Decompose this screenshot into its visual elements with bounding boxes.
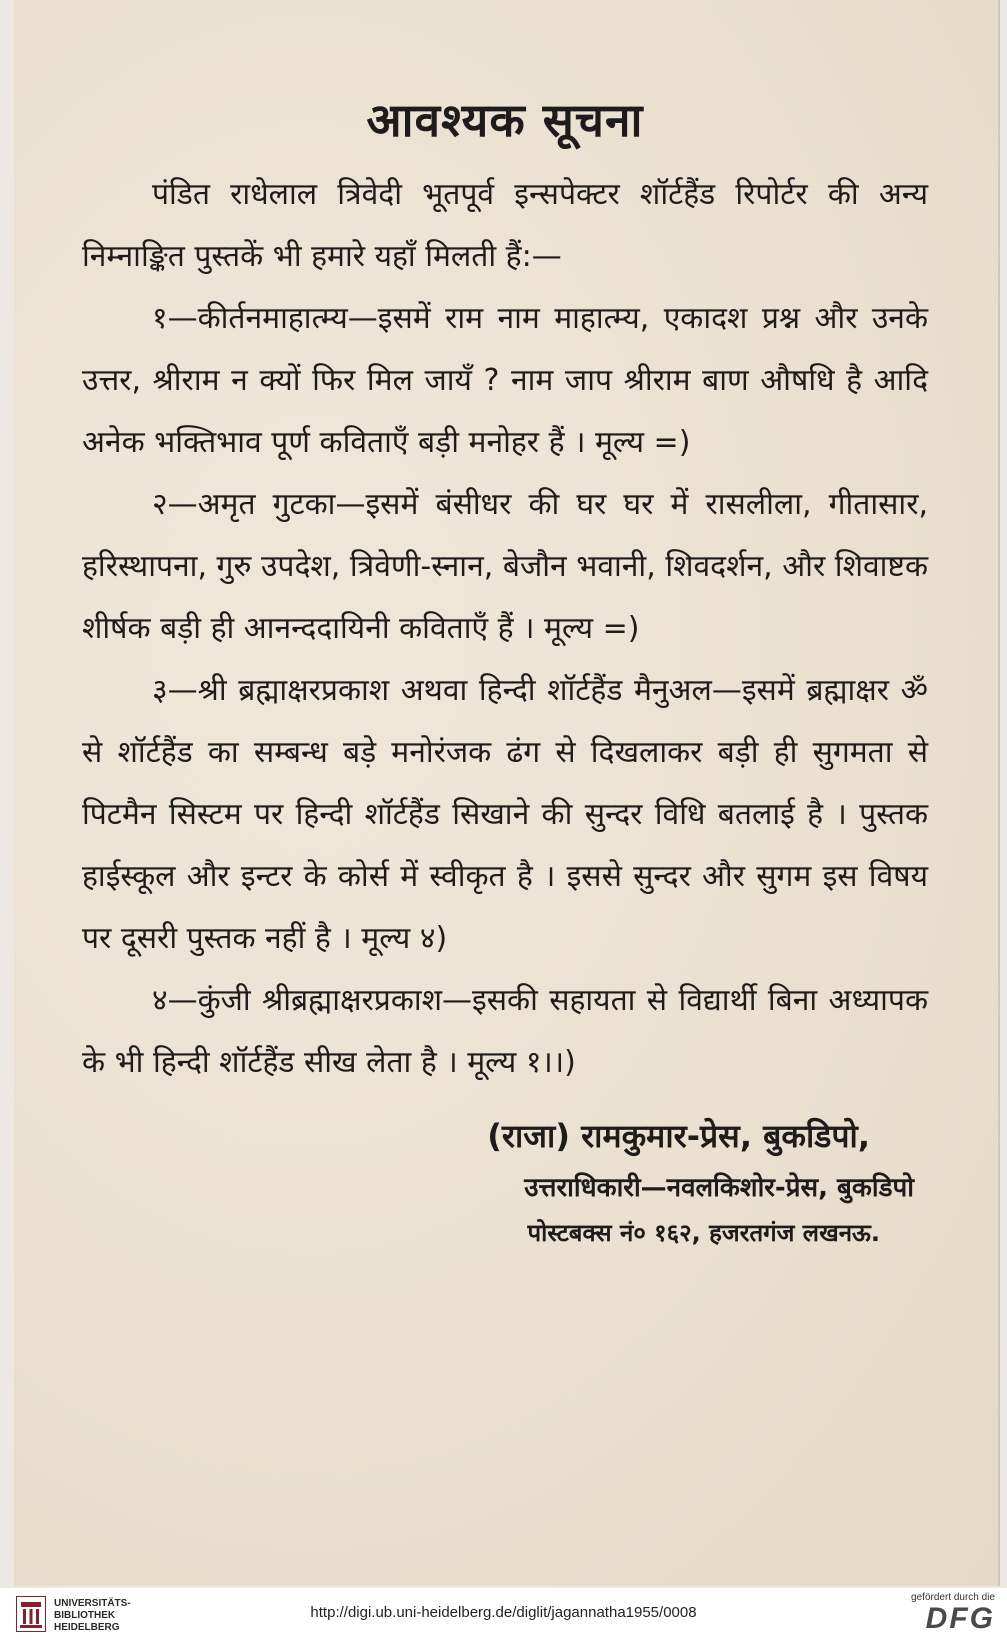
funding-note: gefördert durch die xyxy=(911,1592,995,1603)
library-name-line1: UNIVERSITÄTS- xyxy=(54,1598,131,1609)
book-item-3: ३—श्री ब्रह्माक्षरप्रकाश अथवा हिन्दी शॉर्टहैंड मैनुअल—इसमें ब्रह्माक्षर ॐ से शॉर्टहैंड का सम्बन्ध बड़े मनोरंजक ढंग से दिखलाकर बड़ी ही सुगमता से पिटमैन सिस्टम पर हिन्दी शॉर्टहैंड सिखाने की सुन्दर विधि बतलाई है । पुस्तक हाईस्कूल और इन्टर के कोर्स में स्वीकृत है । इससे सुन्दर और सुगम इस विषय पर दूसरी पुस्तक नहीं है । मूल्य ४) xyxy=(82,673,928,956)
publisher-address: पोस्टबक्स नं० १६२, हजरतगंज लखनऊ. xyxy=(527,1219,880,1247)
book-item-2: २—अमृत गुटका—इसमें बंसीधर की घर घर में रासलीला, गीतासार, हरिस्थापना, गुरु उपदेश, त्रिवेणी-स्नान, बेजौन भवानी, शिवदर्शन, और शिवाष्टक शीर्षक बड़ी ही आनन्ददायिनी कविताएँ हैं । मूल्य =) xyxy=(82,487,928,646)
scanned-page xyxy=(14,0,1000,1586)
book-item-4: ४—कुंजी श्रीब्रह्माक्षरप्रकाश—इसकी सहायता से विद्यार्थी बिना अध्यापक के भी हिन्दी शॉर्टहैंड सीख लेता है । मूल्य १।।) xyxy=(82,983,928,1080)
library-name-line3: HEIDELBERG xyxy=(54,1622,120,1633)
page-title: आवश्यक सूचना xyxy=(366,93,644,147)
dfg-logo: DFG xyxy=(925,1602,995,1635)
book-item-1: १—कीर्तनमाहात्म्य—इसमें राम नाम माहात्म्य, एकादश प्रश्न और उनके उत्तर, श्रीराम न क्यों फिर मिल जायँ ? नाम जाप श्रीराम बाण औषधि है आदि अनेक भक्तिभाव पूर्ण कविताएँ बड़ी मनोहर हैं । मूल्य =) xyxy=(82,301,928,460)
funder-block xyxy=(911,1592,995,1635)
publisher-name: (राजा) रामकुमार-प्रेस, बुकडिपो, xyxy=(487,1117,870,1155)
footer-bar xyxy=(0,1588,1007,1641)
page-content xyxy=(82,60,928,1254)
intro-paragraph: पंडित राधेलाल त्रिवेदी भूतपूर्व इन्सपेक्टर शॉर्टहैंड रिपोर्टर की अन्य निम्नाङ्कित पुस्तकें भी हमारे यहाँ मिलती हैं:— xyxy=(82,177,928,274)
library-name-line2: BIBLIOTHEK xyxy=(54,1610,116,1621)
permalink-url[interactable]: http://digi.ub.uni-heidelberg.de/diglit/jagannatha1955/0008 xyxy=(310,1604,697,1621)
publisher-successor: उत्तराधिकारी—नवलकिशोर-प्रेस, बुकडिपो xyxy=(524,1173,914,1203)
publisher-block xyxy=(82,1108,928,1254)
